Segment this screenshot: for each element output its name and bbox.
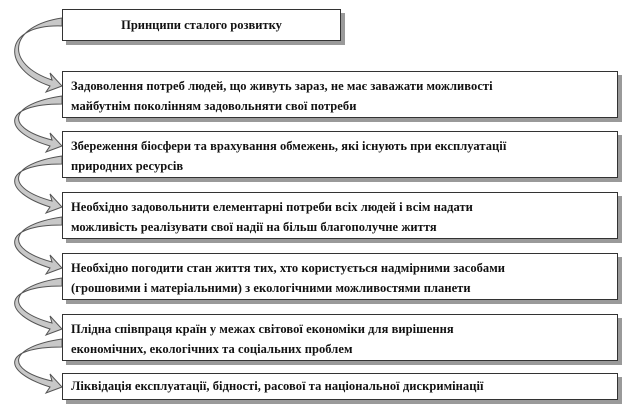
principle-text-line: Задоволення потреб людей, що живуть зараз, не має заважати можливості <box>71 79 493 93</box>
curved-arrow-icon <box>15 217 62 274</box>
principle-text-line: Ліквідація експлуатації, бідності, расової та національної дискримінації <box>71 379 484 393</box>
diagram-title-box <box>62 9 341 41</box>
principle-text-line: природних ресурсів <box>71 159 184 173</box>
curved-arrow-icon <box>15 278 62 335</box>
curved-arrow-icon <box>15 156 62 213</box>
principle-text-line: Збереження біосфери та врахування обмежень, які існують при експлуатації <box>71 139 507 153</box>
principle-text-line: Необхідно задовольнити елементарні потреби всіх людей і всім надати <box>71 200 473 214</box>
principle-text-line: (грошовими і матеріальними) з екологічними можливостями планети <box>71 281 471 295</box>
principle-text-line: Плідна співпраця країн у межах світової економіки для вирішення <box>71 322 454 336</box>
principle-box <box>62 71 618 118</box>
principle-text-line: Необхідно погодити стан життя тих, хто користується надмірними засобами <box>71 261 506 275</box>
curved-arrow-icon <box>15 96 62 152</box>
curved-arrow-icon <box>15 339 62 393</box>
principle-text-line: економічних, екологічних та соціальних проблем <box>71 342 353 356</box>
principle-box <box>62 253 618 300</box>
principle-box <box>62 192 618 239</box>
principle-box <box>62 131 618 178</box>
principle-box <box>62 314 618 361</box>
principle-text-line: можливість реалізувати свої надії на більш благополучне життя <box>71 220 437 234</box>
diagram-title: Принципи сталого розвитку <box>121 17 282 32</box>
principle-box <box>62 373 618 400</box>
principle-text-line: майбутнім поколінням задовольняти свої потреби <box>71 99 357 113</box>
curved-arrow-icon <box>15 18 62 92</box>
